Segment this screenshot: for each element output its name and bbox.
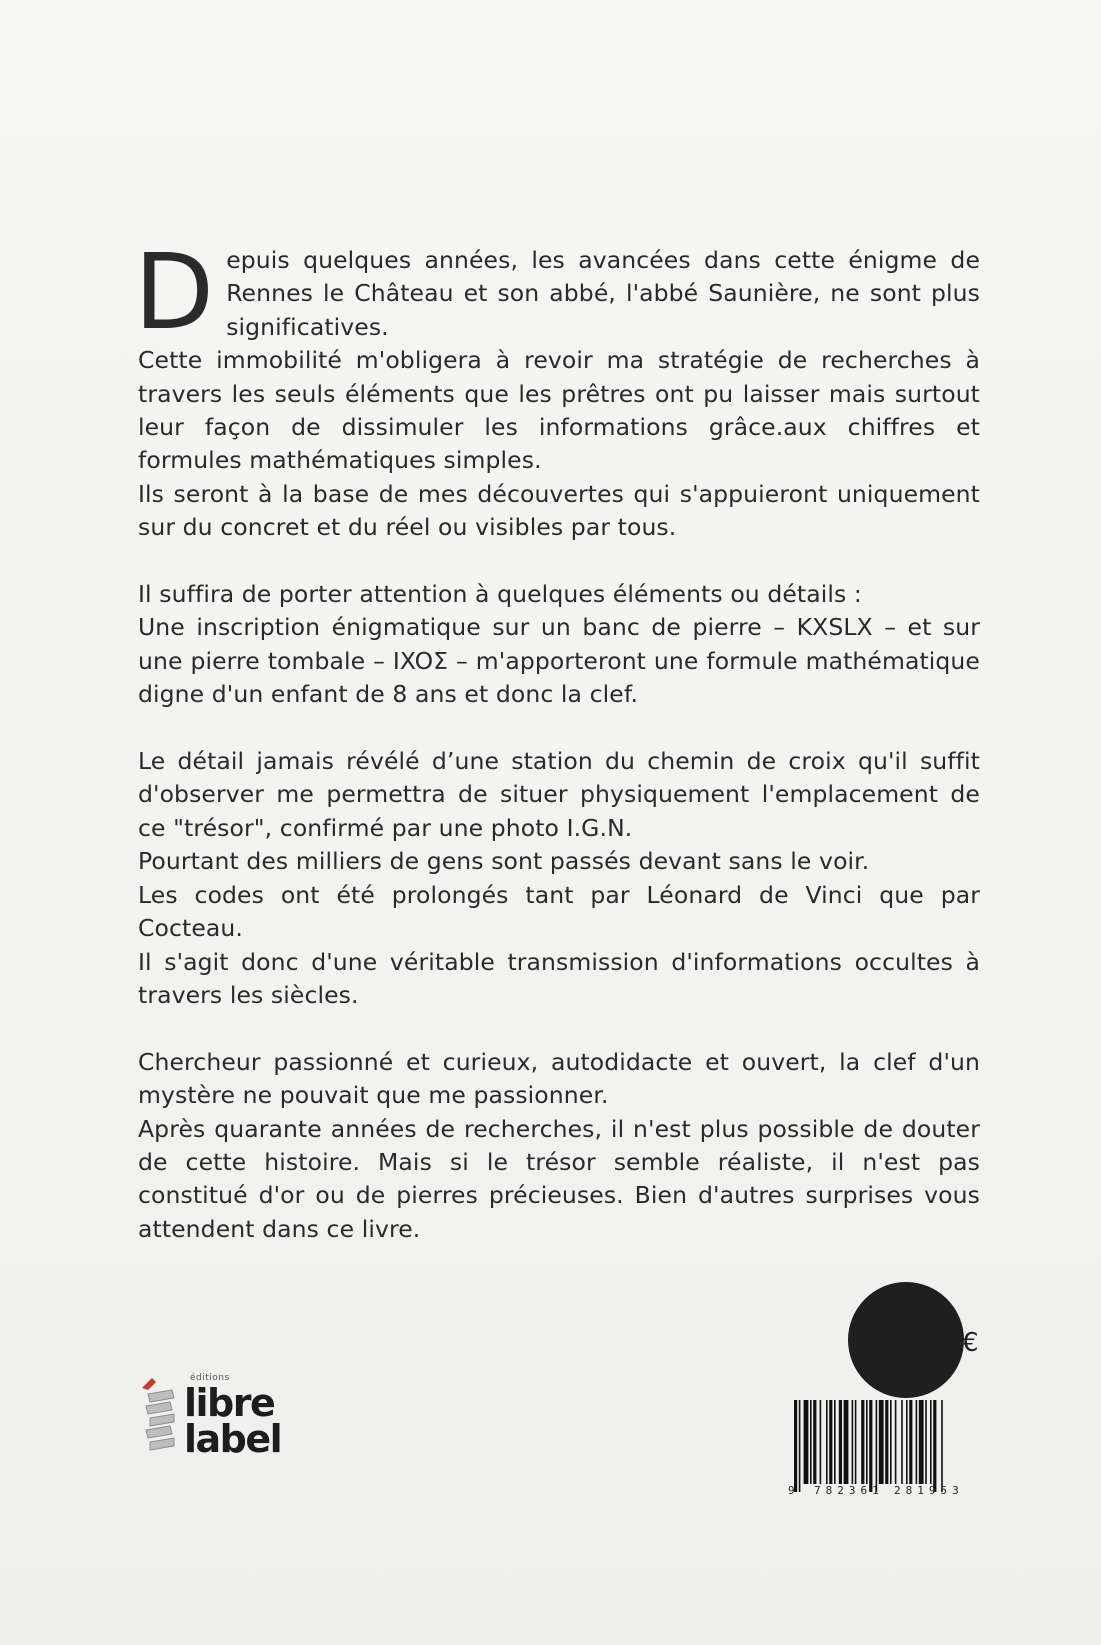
barcode-bar: [906, 1400, 908, 1484]
paragraph-strategy: Cette immobilité m'obligera à revoir ma stratégie de recherches à travers les seuls éléments que les prêtres ont pu laisser mais surtout leur façon de dissimuler les informations grâce.aux chiffres et formules mathématiques simples.: [138, 346, 980, 475]
barcode-bar: [826, 1400, 828, 1484]
barcode-bar: [813, 1400, 816, 1484]
barcode-bar: [799, 1400, 801, 1492]
paragraph-intro-text: epuis quelques années, les avancées dans cette énigme de Rennes le Château et son abbé, l'abbé Saunière, ne sont plus significatives.: [226, 246, 980, 341]
paragraph-inscription: Une inscription énigmatique sur un banc de pierre – KXSLX – et sur une pierre tombale – IXOΣ – m'apporteront une formule mathématique digne d'un enfant de 8 ans et donc la clef.: [138, 613, 980, 709]
barcode-bar: [879, 1400, 884, 1484]
paragraph-conclusion: Après quarante années de recherches, il n'est plus possible de douter de cette histoire. Mais si le trésor semble réaliste, il n'est pas constitué d'or ou de pierres précieuses. Bien d'autres surprises vous attendent dans ce livre.: [138, 1114, 980, 1243]
drop-cap: D: [134, 231, 215, 353]
paragraph-codes: Les codes ont été prolongés tant par Léonard de Vinci que par Cocteau.: [138, 880, 980, 943]
barcode-bar: [909, 1400, 912, 1484]
publisher-small-label: éditions: [190, 1373, 230, 1383]
paragraph-discoveries: Ils seront à la base de mes découvertes qui s'appuieront uniquement sur du concret et du réel ou visibles par tous.: [138, 479, 980, 542]
barcode-bar: [916, 1400, 918, 1484]
barcode-bar: [895, 1400, 897, 1484]
price-sticker: [848, 1282, 964, 1398]
barcode-bar: [820, 1400, 822, 1484]
book-stack-icon: [138, 1374, 182, 1460]
barcode-bar: [930, 1400, 932, 1484]
paragraph-intro: [134, 231, 980, 353]
barcode-bar: [844, 1400, 849, 1484]
barcode-bar: [852, 1400, 854, 1484]
paragraph-attention: Il suffira de porter attention à quelques éléments ou détails :: [138, 580, 862, 609]
barcode-bar: [869, 1400, 872, 1492]
barcode-bar: [901, 1400, 903, 1484]
paragraph-station: Le détail jamais révélé d’une station du chemin de croix qu'il suffit d'observer me permettra de situer physiquement l'emplacement de ce "trésor", confirmé par une photo I.G.N.: [138, 747, 980, 842]
price-currency: €: [962, 1328, 979, 1358]
isbn-digit-first: 9: [788, 1484, 795, 1497]
barcode-bar: [925, 1400, 927, 1484]
publisher-name-label: label: [184, 1417, 282, 1461]
publisher-name-libre: libre: [184, 1381, 275, 1425]
red-arrow-mark: [142, 1378, 156, 1390]
barcode-bar: [890, 1400, 892, 1484]
blurb-text: [134, 231, 980, 1246]
barcode-bar: [866, 1400, 868, 1484]
barcode-bar: [794, 1400, 797, 1492]
barcode-bar: [941, 1400, 943, 1492]
barcode-bar: [919, 1400, 924, 1484]
barcode-bar: [834, 1400, 836, 1484]
barcode-bar: [810, 1400, 812, 1484]
paragraph-passersby: Pourtant des milliers de gens sont passés devant sans le voir.: [138, 847, 870, 876]
publisher-logo: [138, 1370, 282, 1461]
barcode-bar: [839, 1400, 842, 1484]
barcode-bar: [804, 1400, 809, 1484]
barcode-bar: [829, 1400, 832, 1484]
isbn-digits-left: 782361: [814, 1484, 884, 1497]
paragraph-researcher: Chercheur passionné et curieux, autodidacte et ouvert, la clef d'un mystère ne pouvait que me passionner.: [138, 1047, 980, 1110]
barcode-bar: [861, 1400, 864, 1484]
isbn-digits-right: 281953: [894, 1484, 964, 1497]
barcode-bar: [933, 1400, 936, 1492]
barcode-bar: [876, 1400, 878, 1492]
barcode-bar: [885, 1400, 888, 1484]
paragraph-transmission: Il s'agit donc d'une véritable transmission d'informations occultes à travers les siècles.: [138, 947, 980, 1009]
barcode-bar: [855, 1400, 857, 1484]
